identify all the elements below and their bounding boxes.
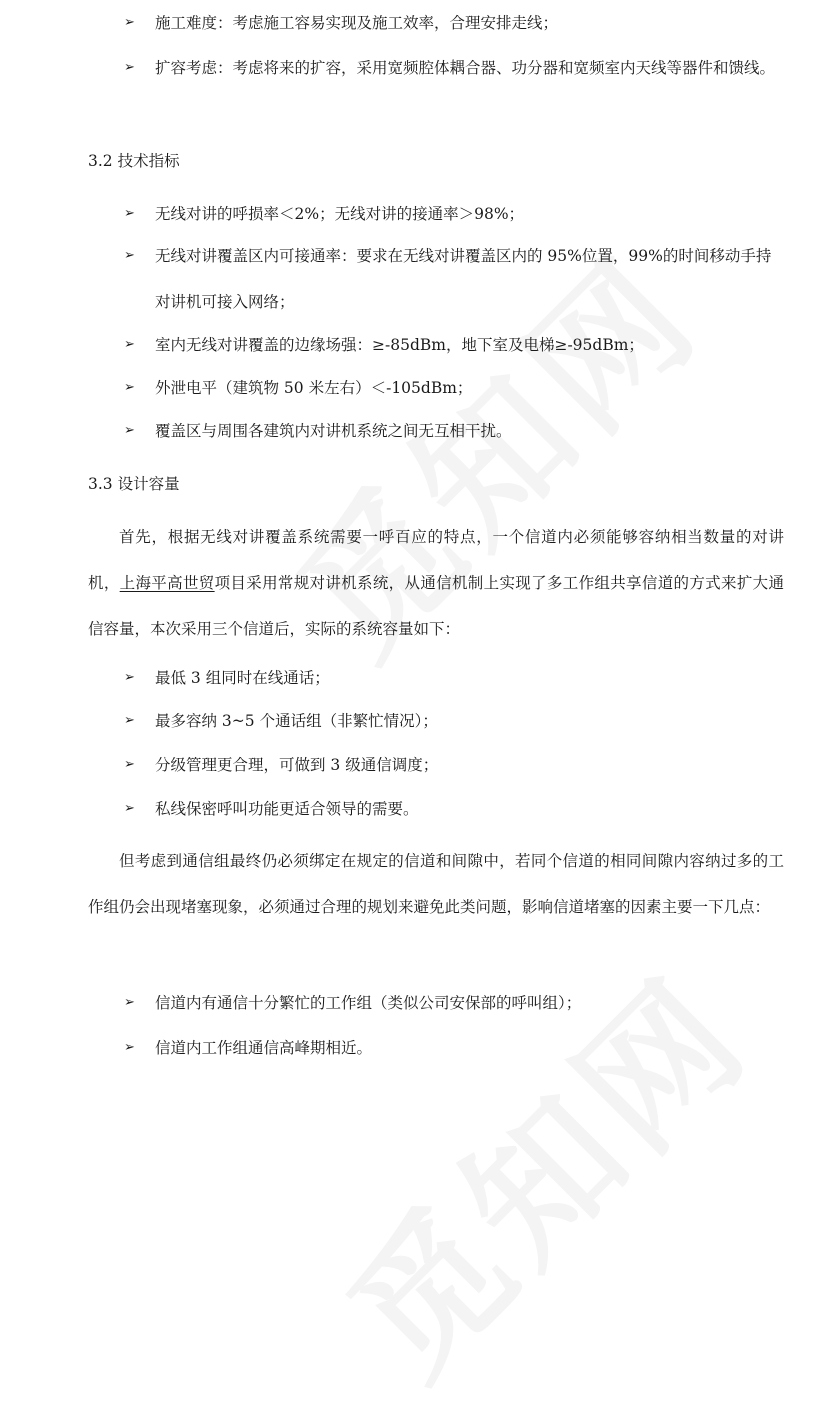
arrow-bullet-icon: ➢ — [124, 60, 135, 75]
arrow-bullet-icon: ➢ — [124, 206, 135, 221]
list-item: ➢ 无线对讲的呼损率＜2%；无线对讲的接通率＞98%； — [124, 191, 784, 237]
arrow-bullet-icon: ➢ — [124, 423, 135, 438]
list-item: ➢ 无线对讲覆盖区内可接通率：要求在无线对讲覆盖区内的 95%位置，99%的时间移动手持对讲机可接入网络； — [124, 233, 784, 325]
arrow-bullet-icon: ➢ — [124, 801, 135, 816]
arrow-bullet-icon: ➢ — [124, 757, 135, 772]
arrow-bullet-icon: ➢ — [124, 380, 135, 395]
project-name: 上海平高世贸 — [119, 574, 215, 592]
arrow-bullet-icon: ➢ — [124, 670, 135, 685]
section-heading: 3.2 技术指标 — [88, 152, 180, 170]
list-item: ➢ 扩容考虑：考虑将来的扩容，采用宽频腔体耦合器、功分器和宽频室内天线等器件和馈线。 — [124, 45, 784, 91]
paragraph: 但考虑到通信组最终仍必须绑定在规定的信道和间隙中，若同个信道的相同间隙内容纳过多的工作组仍会出现堵塞现象，必须通过合理的规划来避免此类问题，影响信道堵塞的因素主要一下几点： — [88, 852, 784, 916]
section-heading: 3.3 设计容量 — [88, 475, 180, 493]
arrow-bullet-icon: ➢ — [124, 337, 135, 352]
list-item: ➢ 分级管理更合理，可做到 3 级通信调度； — [124, 742, 784, 788]
paragraph: 首先，根据无线对讲覆盖系统需要一呼百应的特点，一个信道内必须能够容纳相当数量的对讲机，上海平高世贸项目采用常规对讲机系统，从通信机制上实现了多工作组共享信道的方式来扩大通信容量，本次采用三个信道后，实际的系统容量如下： — [88, 528, 784, 638]
list-item: ➢ 外泄电平（建筑物 50 米左右）＜-105dBm； — [124, 365, 784, 411]
list-item: ➢ 室内无线对讲覆盖的边缘场强：≥-85dBm，地下室及电梯≥-95dBm； — [124, 322, 784, 368]
list-item: ➢ 覆盖区与周围各建筑内对讲机系统之间无互相干扰。 — [124, 408, 784, 454]
list-item: ➢ 最低 3 组同时在线通话； — [124, 655, 784, 701]
list-item: ➢ 信道内有通信十分繁忙的工作组（类似公司安保部的呼叫组）； — [124, 980, 784, 1026]
arrow-bullet-icon: ➢ — [124, 1040, 135, 1055]
arrow-bullet-icon: ➢ — [124, 15, 135, 30]
list-item: ➢ 施工难度：考虑施工容易实现及施工效率，合理安排走线； — [124, 0, 784, 46]
arrow-bullet-icon: ➢ — [124, 995, 135, 1010]
list-item: ➢ 最多容纳 3~5 个通话组（非繁忙情况）； — [124, 698, 784, 744]
list-item: ➢ 私线保密呼叫功能更适合领导的需要。 — [124, 786, 784, 832]
arrow-bullet-icon: ➢ — [124, 713, 135, 728]
list-item: ➢ 信道内工作组通信高峰期相近。 — [124, 1025, 784, 1071]
arrow-bullet-icon: ➢ — [124, 248, 135, 263]
